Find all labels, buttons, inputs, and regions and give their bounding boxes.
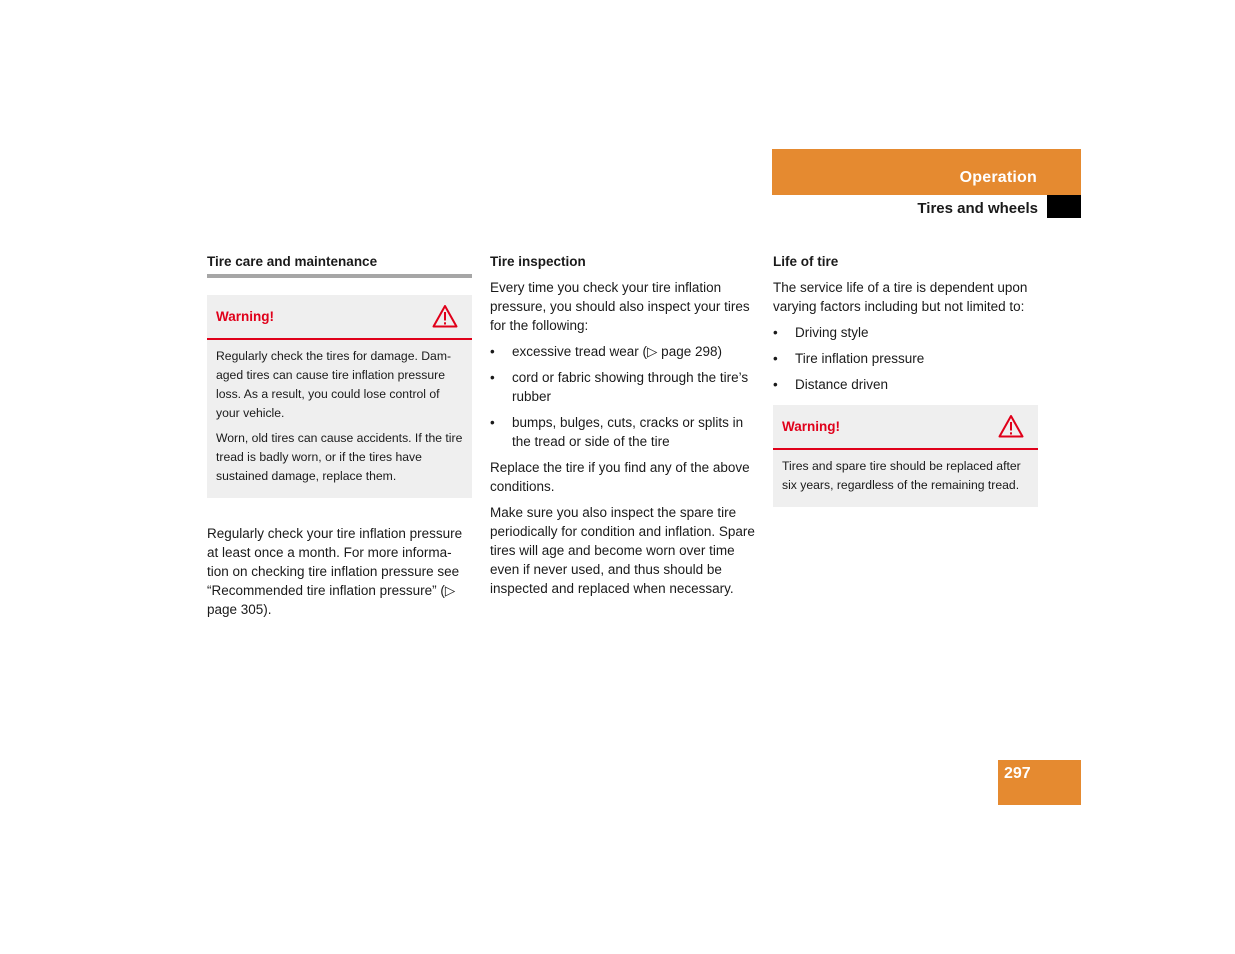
list-item-text: Tire inflation pressure: [795, 351, 925, 366]
list-item: [490, 368, 756, 406]
paragraph-check-pressure: Regularly check your tire inflation pressure at least once a month. For more informa-tion on checking tire inflation pressure see “Recommended tire inflation pressure” (▷ page 305).: [207, 526, 463, 617]
paragraph-replace: Replace the tire if you find any of the above conditions.: [490, 460, 750, 494]
column-tire-care: [207, 252, 472, 626]
subsection-title: Tires and wheels: [917, 200, 1038, 217]
paragraph-spare-tire: Make sure you also inspect the spare tire periodically for condition and inflation. Spare tires will age and become worn over time even if never used, and thus should be inspected and replaced when necessary.: [490, 505, 755, 596]
list-item-text: Driving style: [795, 325, 869, 340]
column-tire-inspection: [490, 252, 756, 605]
section-title: Operation: [959, 169, 1037, 186]
warning-triangle-icon: [432, 304, 458, 328]
warning-title: Warning!: [782, 419, 840, 434]
bullet-icon: •: [773, 325, 778, 340]
warning-paragraph: Worn, old tires can cause accidents. If the tire tread is badly worn, or if the tires have sustained damage, replace them.: [216, 431, 463, 483]
page-number: 297: [1004, 765, 1031, 782]
warning-triangle-icon: [998, 414, 1024, 438]
warning-header: [773, 405, 1038, 450]
paragraph-intro: Every time you check your tire inflation pressure, you should also inspect your tires for the following:: [490, 280, 750, 333]
section-tab-marker: [1047, 195, 1081, 218]
warning-header: [207, 295, 472, 340]
list-item: [490, 342, 756, 361]
warning-body: [207, 340, 472, 498]
list-item-text: excessive tread wear (▷ page 298): [512, 344, 722, 359]
warning-body: [773, 450, 1038, 507]
column-life-of-tire: [773, 252, 1038, 533]
warning-box-damage: [207, 295, 472, 498]
bullet-list-inspection: [490, 342, 756, 451]
page-number-badge: [998, 760, 1081, 805]
paragraph-intro: The service life of a tire is dependent upon varying factors including but not limited to:: [773, 280, 1028, 314]
bullet-icon: •: [490, 344, 495, 359]
list-item: [490, 413, 756, 451]
warning-box-age: [773, 405, 1038, 507]
bullet-icon: •: [490, 370, 495, 385]
list-item: [773, 349, 1038, 368]
heading-life-of-tire: Life of tire: [773, 254, 839, 269]
bullet-list-factors: [773, 323, 1038, 394]
heading-tire-care: Tire care and maintenance: [207, 252, 472, 278]
bullet-icon: •: [773, 377, 778, 392]
bullet-icon: •: [773, 351, 778, 366]
heading-tire-inspection: Tire inspection: [490, 254, 586, 269]
warning-title: Warning!: [216, 309, 274, 324]
warning-paragraph: Tires and spare tire should be replaced after six years, regardless of the remaining tread.: [782, 459, 1021, 492]
list-item-text: Distance driven: [795, 377, 889, 392]
list-item: [773, 323, 1038, 342]
section-header-bar: [772, 149, 1081, 195]
list-item-text: cord or fabric showing through the tire’s rubber: [512, 370, 749, 404]
list-item: [773, 375, 1038, 394]
list-item-text: bumps, bulges, cuts, cracks or splits in the tread or side of the tire: [512, 415, 744, 449]
warning-paragraph: Regularly check the tires for damage. Dam-aged tires can cause tire inflation pressure loss. As a result, you could lose control of your vehicle.: [216, 349, 452, 420]
bullet-icon: •: [490, 415, 495, 430]
